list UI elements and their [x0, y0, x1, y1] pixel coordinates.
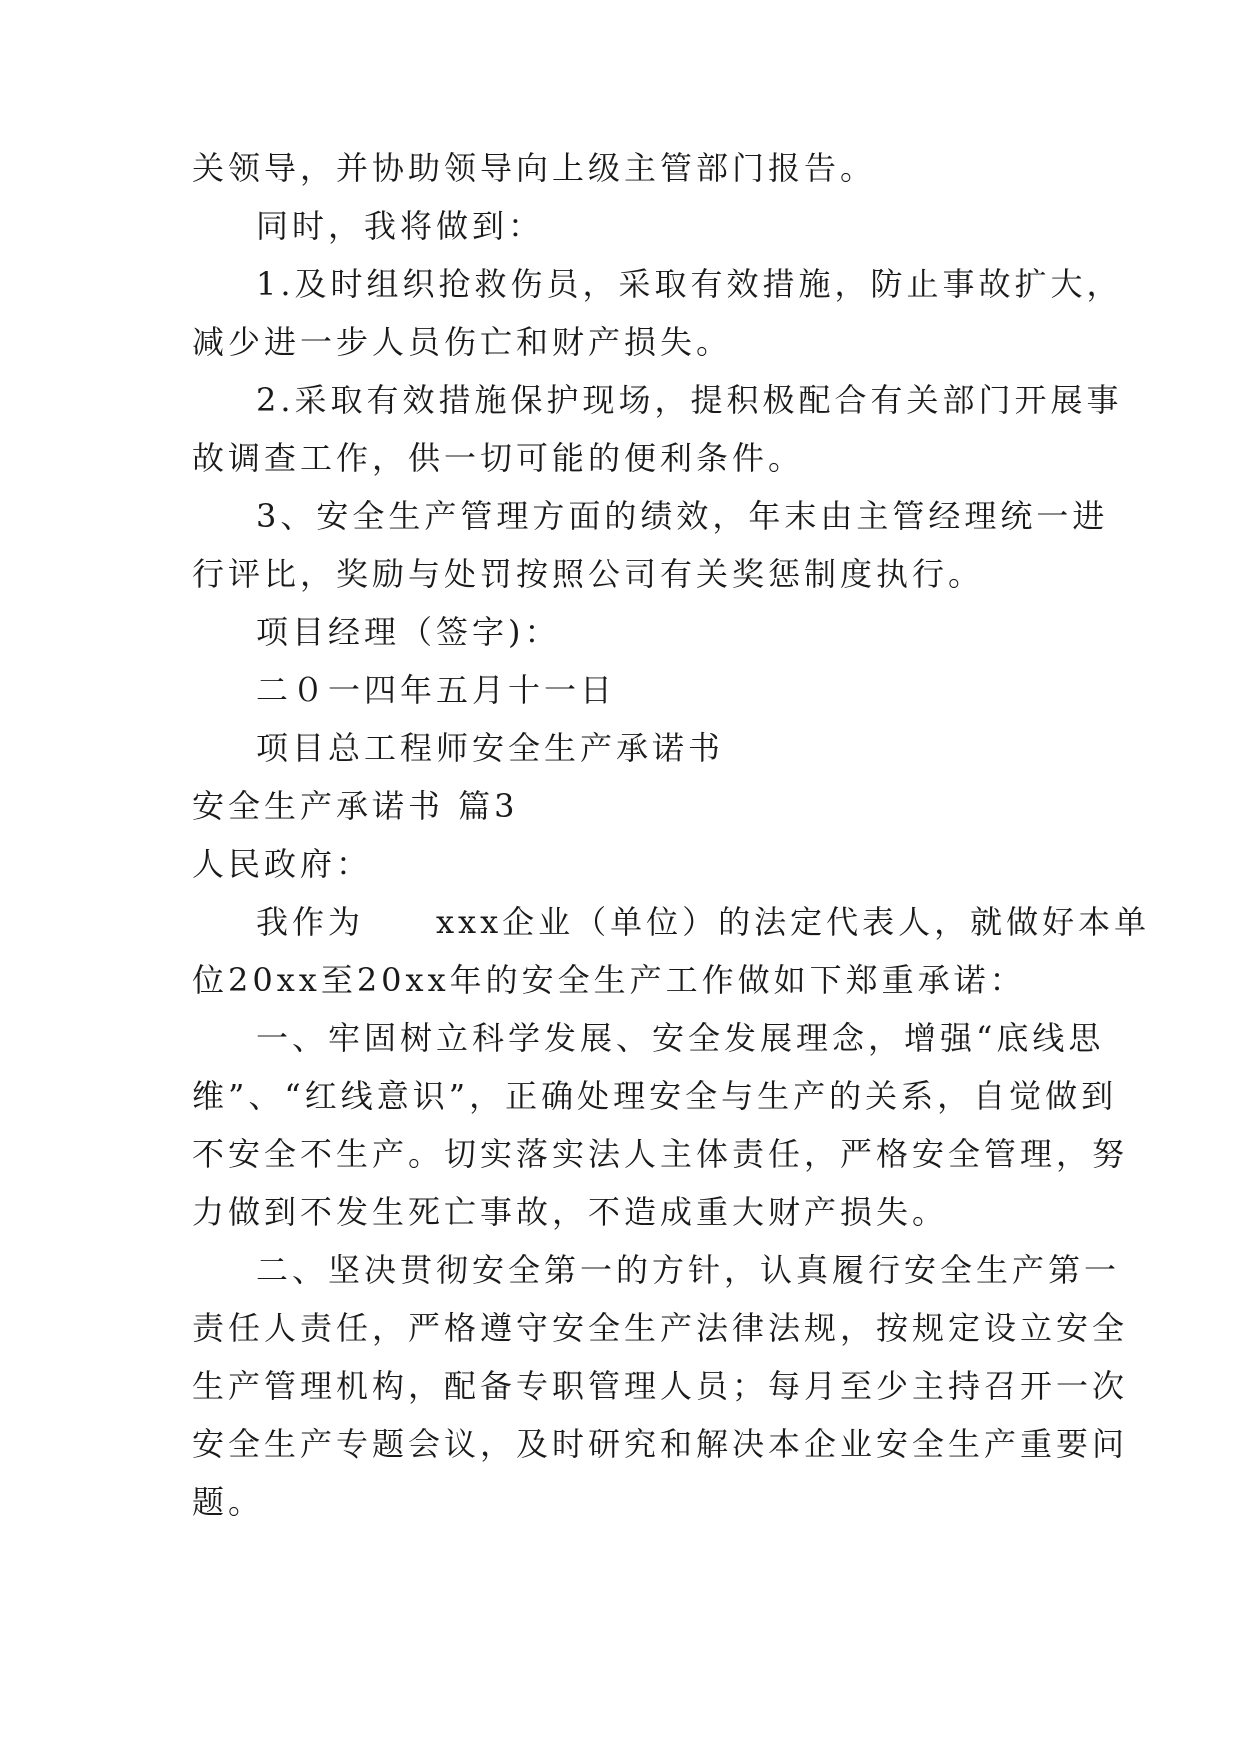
paragraph-line: 3、安全生产管理方面的绩效，年末由主管经理统一进	[256, 497, 1109, 535]
signature-label: 项目经理（签字)：	[256, 613, 561, 651]
section-heading: 安全生产承诺书 篇3	[192, 787, 519, 825]
paragraph-line: 2.采取有效措施保护现场，提积极配合有关部门开展事	[256, 381, 1123, 419]
paragraph-line: 1.及时组织抢救伤员，采取有效措施，防止事故扩大，	[256, 265, 1123, 303]
paragraph-line: 力做到不发生死亡事故，不造成重大财产损失。	[192, 1193, 949, 1231]
paragraph-line: 故调查工作，供一切可能的便利条件。	[192, 439, 805, 477]
paragraph-line: 安全生产专题会议，及时研究和解决本企业安全生产重要问	[192, 1425, 1129, 1463]
paragraph-line: 减少进一步人员伤亡和财产损失。	[192, 323, 733, 361]
paragraph-line: 责任人责任，严格遵守安全生产法律法规，按规定设立安全	[192, 1309, 1129, 1347]
paragraph-line: 关领导，并协助领导向上级主管部门报告。	[192, 149, 877, 187]
paragraph-line: 生产管理机构，配备专职管理人员；每月至少主持召开一次	[192, 1367, 1129, 1405]
paragraph-line: 同时，我将做到：	[256, 207, 545, 245]
section-title: 项目总工程师安全生产承诺书	[256, 729, 725, 767]
paragraph-line: 二、坚决贯彻安全第一的方针，认真履行安全生产第一	[256, 1251, 1121, 1289]
paragraph-line: 行评比，奖励与处罚按照公司有关奖惩制度执行。	[192, 555, 985, 593]
paragraph-line: 位20xx至20xx年的安全生产工作做如下郑重承诺：	[192, 961, 1026, 999]
date-line: 二０一四年五月十一日	[256, 671, 617, 709]
paragraph-line: 题。	[192, 1483, 265, 1521]
paragraph-line: 不安全不生产。切实落实法人主体责任，严格安全管理，努	[192, 1135, 1129, 1173]
paragraph-line: 我作为 xxx企业（单位）的法定代表人，就做好本单	[256, 903, 1151, 941]
paragraph-line: 维”、“红线意识”，正确处理安全与生产的关系，自觉做到	[192, 1077, 1118, 1115]
addressee: 人民政府：	[192, 845, 373, 883]
paragraph-line: 一、牢固树立科学发展、安全发展理念，增强“底线思	[256, 1019, 1105, 1057]
